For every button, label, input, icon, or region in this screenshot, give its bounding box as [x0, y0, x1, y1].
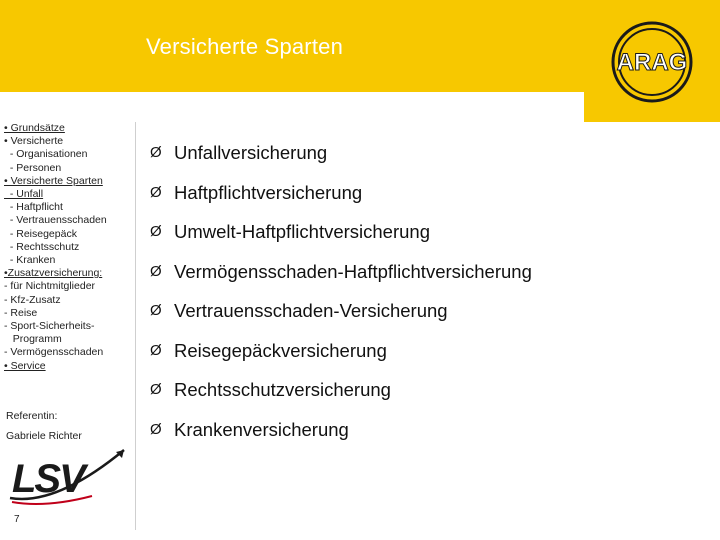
sidebar-item: - Vertrauensschaden	[4, 214, 107, 227]
sidebar-item: - Sport-Sicherheits-	[4, 320, 95, 333]
arrow-bullet-icon: Ø	[150, 183, 162, 201]
insurance-list-item	[150, 142, 532, 182]
insurance-list-label: Haftpflichtversicherung	[174, 181, 363, 203]
arrow-bullet-icon: Ø	[150, 144, 162, 161]
page-number: 7	[14, 514, 20, 525]
insurance-list-item	[150, 340, 532, 380]
arrow-bullet-icon: Ø	[150, 381, 162, 398]
insurance-list-label: Vermögensschaden-Haftpflichtversicherung	[174, 260, 532, 282]
sidebar-item: - Vermögensschaden	[4, 346, 104, 359]
sidebar-item[interactable]: • Versicherte Sparten	[4, 174, 103, 187]
referent-name: Gabriele Richter	[6, 430, 82, 442]
sidebar-item[interactable]: •Zusatzversicherung:	[4, 267, 103, 280]
arrow-bullet-icon: Ø	[150, 420, 162, 438]
lsv-logo-text: LSV	[12, 457, 84, 501]
sidebar-item: - für Nichtmitglieder	[4, 280, 96, 293]
arrow-bullet-icon: Ø	[150, 341, 162, 359]
insurance-list-item	[150, 221, 532, 261]
sidebar-item: - Kfz-Zusatz	[4, 293, 61, 306]
sidebar-item: - Haftpflicht	[4, 201, 63, 214]
insurance-list-label: Umwelt-Haftpflichtversicherung	[174, 221, 431, 242]
insurance-list-item	[150, 379, 532, 419]
arag-logo-text: ARAG	[616, 49, 688, 76]
sidebar-item: Programm	[4, 333, 62, 346]
insurance-list-label: Rechtsschutzversicherung	[174, 379, 391, 400]
sidebar-item: - Reisegepäck	[4, 227, 77, 240]
insurance-list-label: Krankenversicherung	[174, 418, 349, 440]
insurance-list-item	[150, 182, 532, 222]
sidebar-item[interactable]: • Grundsätze	[4, 122, 65, 134]
insurance-list-item	[150, 419, 532, 459]
arag-logo	[610, 20, 694, 104]
insurance-list-label: Reisegepäckversicherung	[174, 339, 387, 361]
referent-label: Referentin:	[6, 410, 58, 422]
sidebar-item: - Kranken	[4, 254, 56, 267]
arrow-bullet-icon: Ø	[150, 262, 162, 280]
insurance-list-label: Vertrauensschaden-Versicherung	[174, 300, 448, 321]
sidebar-item: - Personen	[4, 161, 62, 174]
insurance-list-item	[150, 261, 532, 301]
sidebar-item: • Versicherte	[4, 135, 64, 148]
sidebar-divider	[135, 122, 136, 530]
lsv-logo	[6, 446, 130, 508]
page-title: Versicherte Sparten	[146, 34, 344, 59]
insurance-list	[150, 142, 532, 458]
arrow-bullet-icon: Ø	[150, 223, 162, 240]
insurance-list-label: Unfallversicherung	[174, 142, 328, 163]
insurance-list-item	[150, 300, 532, 340]
sidebar-nav	[4, 122, 132, 373]
sidebar-item[interactable]: • Service	[4, 359, 46, 372]
sidebar-item[interactable]: - Unfall	[4, 188, 44, 201]
sidebar-item: - Reise	[4, 306, 38, 319]
sidebar-item: - Organisationen	[4, 148, 88, 161]
sidebar-item: - Rechtsschutz	[4, 240, 80, 253]
arrow-bullet-icon: Ø	[150, 302, 162, 319]
